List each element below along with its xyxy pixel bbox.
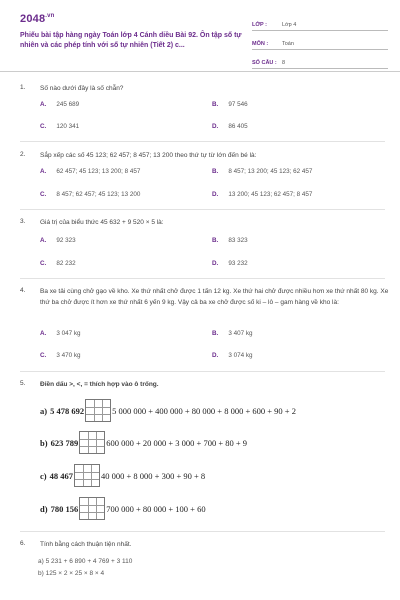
info-panel xyxy=(252,14,388,71)
answer-box[interactable] xyxy=(85,399,111,422)
info-row-subject xyxy=(252,33,388,50)
q1-option-a[interactable] xyxy=(40,101,79,108)
option-key: C. xyxy=(40,191,47,198)
option-value: 3 047 kg xyxy=(56,330,81,337)
header xyxy=(0,0,400,68)
option-key: C. xyxy=(40,123,47,130)
option-key: B. xyxy=(212,237,219,244)
worksheet-title: Phiếu bài tập hàng ngày Toán lớp 4 Cánh diều Bài 92. Ôn tập số tự nhiên và các phép tính với số tự nhiên (Tiết 2) c... xyxy=(20,32,242,49)
option-key: D. xyxy=(212,352,219,359)
answer-box[interactable] xyxy=(74,464,100,487)
question-number: 6. xyxy=(20,540,26,547)
comparison-label: b) xyxy=(40,437,48,448)
question-divider xyxy=(20,371,385,372)
q1-option-d[interactable] xyxy=(212,123,248,130)
answer-box[interactable] xyxy=(79,497,105,520)
question-text: Ba xe tải cùng chở gạo về kho. Xe thứ nhất chở được 1 tấn 12 kg. Xe thứ hai chở được nhiều hơn xe thứ nhất 80 kg. Xe thứ ba chở được ít hơn xe thứ nhất 6 yến 9 kg. Vậy cả ba xe chở được số ki – lô – gam hàng về kho là: xyxy=(40,288,389,306)
comparison-label: a) xyxy=(40,405,48,416)
option-value: 82 232 xyxy=(56,260,76,267)
comparison-a xyxy=(40,399,296,422)
sub-question-b: b) 125 × 2 × 25 × 8 × 4 xyxy=(38,570,105,577)
sub-question-a: a) 5 231 + 6 890 + 4 769 + 3 110 xyxy=(38,558,133,565)
option-key: D. xyxy=(212,260,219,267)
option-key: C. xyxy=(40,352,47,359)
q1-option-b[interactable] xyxy=(212,101,248,108)
q2-option-a[interactable] xyxy=(40,168,140,175)
option-value: 62 457; 45 123; 13 200; 8 457 xyxy=(56,168,141,175)
question-text: Sắp xếp các số 45 123; 62 457; 8 457; 13 200 theo thứ tự từ lớn đến bé là: xyxy=(40,152,257,159)
answer-box[interactable] xyxy=(79,431,105,454)
comparison-c xyxy=(40,464,205,487)
option-key: D. xyxy=(212,191,219,198)
option-key: A. xyxy=(40,330,47,337)
q3-option-c[interactable] xyxy=(40,260,76,267)
q3-option-d[interactable] xyxy=(212,260,248,267)
q4-option-a[interactable] xyxy=(40,330,80,337)
info-row-count xyxy=(252,52,388,69)
comparison-left: 780 156 xyxy=(50,503,79,514)
question-number: 2. xyxy=(20,151,26,158)
q3-option-a[interactable] xyxy=(40,237,76,244)
option-value: 13 200; 45 123; 62 457; 8 457 xyxy=(228,191,313,198)
option-key: A. xyxy=(40,168,47,175)
q2-option-d[interactable] xyxy=(212,191,312,198)
question-divider xyxy=(20,531,385,532)
comparison-left: 48 467 xyxy=(49,470,73,481)
logo-suffix: .vn xyxy=(45,13,55,19)
option-key: A. xyxy=(40,237,47,244)
option-value: 120 341 xyxy=(56,123,80,130)
q4-option-b[interactable] xyxy=(212,330,252,337)
question-text: Số nào dưới đây là số chẵn? xyxy=(40,85,124,92)
question-number: 5. xyxy=(20,380,26,387)
comparison-label: d) xyxy=(40,503,48,514)
comparison-right: 5 000 000 + 400 000 + 80 000 + 8 000 + 600 + 90 + 2 xyxy=(112,405,296,416)
question-text: Giá trị của biểu thức 45 632 + 9 520 × 5 là: xyxy=(40,219,164,226)
option-key: C. xyxy=(40,260,47,267)
comparison-label: c) xyxy=(40,470,47,481)
question-divider xyxy=(20,209,385,210)
option-key: B. xyxy=(212,101,219,108)
q2-option-b[interactable] xyxy=(212,168,312,175)
option-key: A. xyxy=(40,101,47,108)
logo[interactable] xyxy=(20,13,55,25)
option-key: B. xyxy=(212,168,219,175)
q4-option-c[interactable] xyxy=(40,352,80,359)
question-divider xyxy=(20,141,385,142)
comparison-b xyxy=(40,431,247,454)
comparison-right: 40 000 + 8 000 + 300 + 90 + 8 xyxy=(100,470,206,481)
option-value: 93 232 xyxy=(228,260,248,267)
q1-option-c[interactable] xyxy=(40,123,79,130)
q3-option-b[interactable] xyxy=(212,237,248,244)
option-value: 83 323 xyxy=(228,237,248,244)
info-label: LỚP : xyxy=(252,22,267,28)
header-divider xyxy=(0,71,400,72)
question-text: Điền dấu >, <, = thích hợp vào ô trống. xyxy=(40,381,159,388)
option-value: 92 323 xyxy=(56,237,76,244)
comparison-d xyxy=(40,497,206,520)
option-value: 3 470 kg xyxy=(56,352,81,359)
info-value: Toán xyxy=(282,41,294,47)
question-divider xyxy=(20,278,385,279)
option-value: 3 407 kg xyxy=(228,330,253,337)
comparison-left: 5 478 692 xyxy=(50,405,85,416)
question-number: 3. xyxy=(20,218,26,225)
option-value: 8 457; 13 200; 45 123; 62 457 xyxy=(228,168,313,175)
question-number: 4. xyxy=(20,287,26,294)
q4-option-d[interactable] xyxy=(212,352,252,359)
comparison-left: 623 789 xyxy=(50,437,79,448)
option-value: 97 546 xyxy=(228,101,248,108)
option-value: 86 405 xyxy=(228,123,248,130)
question-text: Tính bằng cách thuận tiện nhất. xyxy=(40,541,132,548)
info-value: Lớp 4 xyxy=(282,22,297,28)
option-key: B. xyxy=(212,330,219,337)
option-value: 3 074 kg xyxy=(228,352,253,359)
option-value: 245 689 xyxy=(56,101,80,108)
q2-option-c[interactable] xyxy=(40,191,140,198)
info-value: 8 xyxy=(282,60,286,66)
info-label: SỐ CÂU : xyxy=(252,60,277,66)
info-label: MÔN : xyxy=(252,41,269,47)
info-row-class xyxy=(252,14,388,31)
question-number: 1. xyxy=(20,84,26,91)
option-key: D. xyxy=(212,123,219,130)
comparison-right: 600 000 + 20 000 + 3 000 + 700 + 80 + 9 xyxy=(106,437,248,448)
logo-text: 2048 xyxy=(20,13,46,25)
comparison-right: 700 000 + 80 000 + 100 + 60 xyxy=(106,503,206,514)
option-value: 8 457; 62 457; 45 123; 13 200 xyxy=(56,191,141,198)
